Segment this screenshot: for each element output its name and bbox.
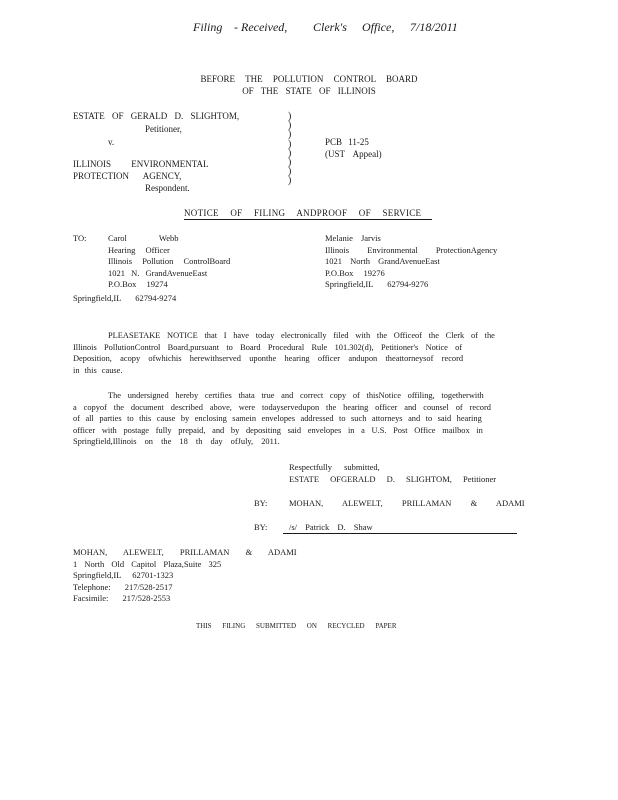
notice-title-underline [184,219,432,220]
recipient-left [108,233,230,291]
certification-paragraph-line: The undersigned hereby certifies thata true and correct copy of thisNotice offiling, togetherwith [108,391,484,400]
recipient-right-pobox: P.O.Box 19276 [325,267,385,278]
recipient-right-name: Melanie Jarvis [325,233,381,243]
paren: ) [288,147,292,159]
respondent-name-1: ILLINOIS ENVIRONMENTAL [73,159,209,169]
firm-street: 1 North Old Capitol Plaza,Suite 325 [73,558,222,569]
signature-estate: ESTATE OFGERALD D. SLIGHTOM, Petitioner [289,474,497,484]
firm-city: Springfield,IL 62701-1323 [73,570,174,580]
notice-paragraph-line: in this cause. [73,365,123,375]
respondent-name-2: PROTECTION AGENCY, [73,171,182,181]
caption-parentheses [288,112,291,186]
header-clerks: Clerk's [313,20,347,34]
firm-telephone: Telephone: 217/528-2517 [73,581,173,592]
certification-paragraph [73,390,535,448]
recipient-right-city: Springfield,IL 62794-9276 [325,279,429,289]
case-number: PCB 11-25 [325,137,369,147]
respectfully-submitted: Respectfully submitted, [289,462,380,472]
recipient-right [325,233,497,291]
paren: ) [288,129,292,141]
board-heading-line-2: OF THE STATE OF ILLINOIS [242,86,376,96]
firm-address-block [73,547,297,605]
header-filing: Filing [193,20,223,34]
respondent-role: Respondent. [145,183,190,193]
header-received: - Received, [234,20,288,34]
signed-name: /s/ Patrick D. Shaw [289,522,373,532]
recipient-left-pobox: P.O.Box 19274 [108,279,168,289]
recipient-left-title: Hearing Officer [108,244,170,255]
recipient-left-org: Illinois Pollution ControlBoard [108,256,231,266]
certification-paragraph-line: of all parties to this cause by enclosing samein envelopes addressed to such attorneys and to said hearing [73,414,482,424]
case-type: (UST Appeal) [325,149,382,159]
notice-paragraph-line: Deposition, acopy ofwhichis herewithserved uponthe hearing officer andupon theattorneysof record [73,354,464,364]
notice-paragraph [73,330,535,376]
petitioner-role: Petitioner, [145,124,182,134]
recycled-paper-footer: THIS FILING SUBMITTED ON RECYCLED PAPER [196,622,397,630]
board-heading-line-1: BEFORE THE POLLUTION CONTROL BOARD [200,74,418,84]
paren: ) [288,175,292,187]
header-date: 7/18/2011 [410,20,458,34]
petitioner-name: ESTATE OF GERALD D. SLIGHTOM, [73,111,240,121]
paren: ) [288,120,292,132]
recipient-left-name: Carol Webb [108,233,179,243]
paren: ) [288,138,292,150]
certification-paragraph-line: a copyof the document described above, were todayservedupon the hearing officer and counsel of record [73,402,491,412]
recipient-left-street: 1021 N. GrandAvenueEast [108,267,208,278]
firm-facsimile: Facsimile: 217/528-2553 [73,593,171,603]
by-label-1: BY: [254,498,268,508]
header-office: Office, [362,20,395,34]
to-label: TO: [73,233,87,243]
notice-title: NOTICE OF FILING ANDPROOF OF SERVICE [184,208,422,218]
paren: ) [288,111,292,122]
notice-paragraph-line: PLEASETAKE NOTICE that I have today electronically filed with the Officeof the Clerk of the [108,331,495,340]
paren: ) [288,166,292,178]
paren: ) [288,157,292,169]
recipient-left-city: Springfield,IL 62794-9274 [73,293,177,303]
certification-paragraph-line: Springfield,Illinois on the 18 th day ofJuly, 2011. [73,437,280,447]
versus: v. [108,137,115,147]
recipient-right-org: Illinois Environmental ProtectionAgency [325,244,498,255]
recipient-right-street: 1021 North GrandAvenueEast [325,256,440,266]
signature-firm: MOHAN, ALEWELT, PRILLAMAN & ADAMI [289,498,525,508]
notice-paragraph-line: Illinois PollutionControl Board,pursuant to Board Procedural Rule 101.302(d), Petitioner's Notice of [73,342,463,352]
by-label-2: BY: [254,522,268,532]
firm-name: MOHAN, ALEWELT, PRILLAMAN & ADAMI [73,547,297,557]
signature-line [283,533,517,534]
certification-paragraph-line: officer with postage fully prepaid, and by depositing said envelopes in a U.S. Post Office mailbox in [73,425,483,435]
